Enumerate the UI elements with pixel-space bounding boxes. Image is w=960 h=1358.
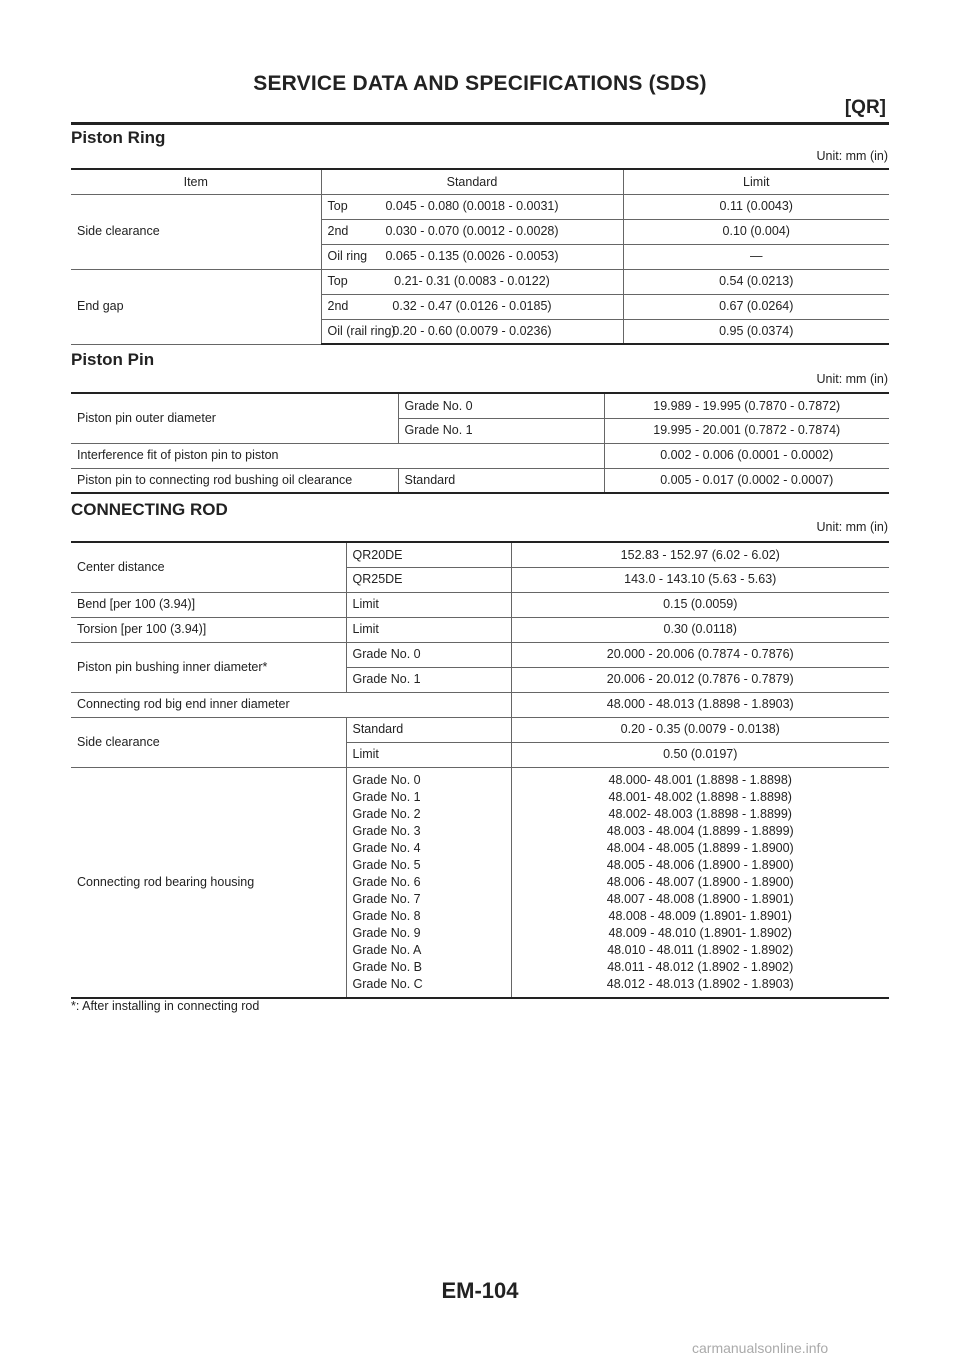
row-sublabel: QR20DE (346, 542, 511, 567)
row-sublabel: Limit (346, 742, 511, 767)
table-row (71, 269, 889, 294)
header-rule (71, 122, 889, 125)
table-row (71, 692, 889, 717)
ring-name: 2nd (327, 299, 349, 314)
table-cell (321, 269, 623, 294)
row-label: Connecting rod bearing housing (71, 767, 346, 998)
housing-grade: Grade No. A (352, 942, 422, 957)
ring-name: Top (327, 274, 348, 289)
table-cell (321, 194, 623, 219)
row-label: Torsion [per 100 (3.94)] (71, 617, 346, 642)
piston-ring-table (71, 168, 889, 345)
ring-standard: 0.21- 0.31 (0.0083 - 0.0122) (394, 274, 550, 289)
ring-limit: 0.10 (0.004) (623, 219, 889, 244)
row-sublabel: Standard (346, 717, 511, 742)
column-header: Limit (623, 169, 889, 194)
grade-value: 19.995 - 20.001 (0.7872 - 0.7874) (604, 418, 889, 443)
connecting-rod-table (71, 541, 889, 999)
ring-name: 2nd (327, 224, 349, 239)
row-value: 20.006 - 20.012 (0.7876 - 0.7879) (511, 667, 889, 692)
row-sublabel: Standard (398, 468, 604, 493)
table-row (71, 468, 889, 493)
housing-value: 48.011 - 48.012 (1.8902 - 1.8902) (607, 959, 794, 974)
row-sublabel: QR25DE (346, 567, 511, 592)
ring-standard: 0.030 - 0.070 (0.0012 - 0.0028) (385, 224, 559, 239)
row-value: 0.002 - 0.006 (0.0001 - 0.0002) (604, 443, 889, 468)
housing-value: 48.005 - 48.006 (1.8900 - 1.8900) (606, 857, 794, 872)
row-sublabel: Limit (346, 617, 511, 642)
ring-name: Top (327, 199, 348, 214)
housing-grade: Grade No. 6 (352, 874, 421, 889)
ring-limit: — (623, 244, 889, 269)
table-cell (321, 219, 623, 244)
housing-value: 48.006 - 48.007 (1.8900 - 1.8900) (606, 874, 794, 889)
table-row (71, 617, 889, 642)
row-value: 0.20 - 0.35 (0.0079 - 0.0138) (511, 717, 889, 742)
housing-value-list (511, 767, 889, 998)
row-label: Side clearance (71, 717, 346, 767)
watermark: carmanualsonline.info (692, 1340, 829, 1356)
table-cell (321, 319, 623, 344)
housing-grade: Grade No. 4 (352, 840, 421, 855)
ring-name: Oil ring (327, 249, 368, 264)
housing-grade: Grade No. 7 (352, 891, 421, 906)
row-value: 0.30 (0.0118) (511, 617, 889, 642)
section-title-piston-ring: Piston Ring (71, 128, 166, 147)
ring-standard: 0.065 - 0.135 (0.0026 - 0.0053) (385, 249, 559, 264)
ring-name: Oil (rail ring) (327, 324, 396, 338)
row-label: End gap (71, 269, 321, 344)
housing-grade: Grade No. 8 (352, 908, 421, 923)
table-row (71, 717, 889, 742)
engine-code: [QR] (844, 97, 886, 118)
unit-note-piston-pin: Unit: mm (in) (816, 372, 888, 386)
housing-value: 48.007 - 48.008 (1.8900 - 1.8901) (606, 891, 794, 906)
table-cell (321, 244, 623, 269)
section-title-piston-pin: Piston Pin (71, 350, 155, 369)
housing-value: 48.004 - 48.005 (1.8899 - 1.8900) (606, 840, 794, 855)
housing-value: 48.008 - 48.009 (1.8901- 1.8901) (608, 908, 792, 923)
table-row (71, 767, 889, 998)
ring-standard: 0.045 - 0.080 (0.0018 - 0.0031) (385, 199, 559, 214)
housing-value: 48.000- 48.001 (1.8898 - 1.8898) (608, 772, 792, 787)
row-value: 48.000 - 48.013 (1.8898 - 1.8903) (511, 692, 889, 717)
row-label: Bend [per 100 (3.94)] (71, 592, 346, 617)
housing-value: 48.003 - 48.004 (1.8899 - 1.8899) (606, 823, 794, 838)
housing-grade: Grade No. 5 (352, 857, 421, 872)
row-label: Piston pin outer diameter (71, 393, 398, 443)
row-value: 20.000 - 20.006 (0.7874 - 0.7876) (511, 642, 889, 667)
ring-standard: 0.20 - 0.60 (0.0079 - 0.0236) (392, 324, 552, 338)
row-value: 0.50 (0.0197) (511, 742, 889, 767)
unit-note-connecting-rod: Unit: mm (in) (816, 520, 888, 534)
housing-grade: Grade No. 9 (352, 925, 421, 940)
housing-value: 48.001- 48.002 (1.8898 - 1.8898) (608, 789, 792, 804)
housing-value: 48.012 - 48.013 (1.8902 - 1.8903) (606, 976, 794, 991)
row-value: 0.005 - 0.017 (0.0002 - 0.0007) (604, 468, 889, 493)
column-header: Item (71, 169, 321, 194)
row-sublabel: Grade No. 1 (346, 667, 511, 692)
table-row (71, 194, 889, 219)
housing-grade: Grade No. 0 (352, 772, 421, 787)
grade-label: Grade No. 1 (398, 418, 604, 443)
table-row (71, 642, 889, 667)
row-value: 0.15 (0.0059) (511, 592, 889, 617)
row-value: 143.0 - 143.10 (5.63 - 5.63) (511, 567, 889, 592)
piston-pin-table (71, 392, 889, 494)
table-row (71, 542, 889, 567)
table-row (71, 393, 889, 418)
ring-limit: 0.95 (0.0374) (623, 319, 889, 344)
ring-limit: 0.11 (0.0043) (623, 194, 889, 219)
table-header-row (71, 169, 889, 194)
ring-limit: 0.54 (0.0213) (623, 269, 889, 294)
row-label: Connecting rod big end inner diameter (71, 692, 511, 717)
unit-note-piston-ring: Unit: mm (in) (816, 149, 888, 163)
page-title: SERVICE DATA AND SPECIFICATIONS (SDS) (253, 72, 707, 95)
housing-value: 48.010 - 48.011 (1.8902 - 1.8902) (607, 942, 794, 957)
table-row (71, 443, 889, 468)
footnote: *: After installing in connecting rod (71, 999, 260, 1013)
row-label: Center distance (71, 542, 346, 592)
ring-standard: 0.32 - 0.47 (0.0126 - 0.0185) (392, 299, 552, 314)
ring-limit: 0.67 (0.0264) (623, 294, 889, 319)
page-number: EM-104 (441, 1278, 519, 1303)
row-value: 152.83 - 152.97 (6.02 - 6.02) (511, 542, 889, 567)
row-label: Piston pin bushing inner diameter* (71, 642, 346, 692)
housing-value: 48.009 - 48.010 (1.8901- 1.8902) (608, 925, 792, 940)
housing-value: 48.002- 48.003 (1.8898 - 1.8899) (608, 806, 792, 821)
grade-label: Grade No. 0 (398, 393, 604, 418)
housing-grade: Grade No. C (352, 976, 423, 991)
grade-value: 19.989 - 19.995 (0.7870 - 0.7872) (604, 393, 889, 418)
section-title-connecting-rod: CONNECTING ROD (71, 500, 228, 519)
row-sublabel: Grade No. 0 (346, 642, 511, 667)
row-label: Side clearance (71, 194, 321, 269)
housing-grade: Grade No. 3 (352, 823, 421, 838)
row-label: Interference fit of piston pin to piston (71, 443, 604, 468)
table-row (71, 592, 889, 617)
row-sublabel: Limit (346, 592, 511, 617)
housing-grade: Grade No. B (352, 959, 422, 974)
housing-grade-list (346, 767, 511, 998)
housing-grade: Grade No. 1 (352, 789, 421, 804)
table-cell (321, 294, 623, 319)
column-header: Standard (321, 169, 623, 194)
row-label: Piston pin to connecting rod bushing oil clearance (71, 468, 398, 493)
housing-grade: Grade No. 2 (352, 806, 421, 821)
